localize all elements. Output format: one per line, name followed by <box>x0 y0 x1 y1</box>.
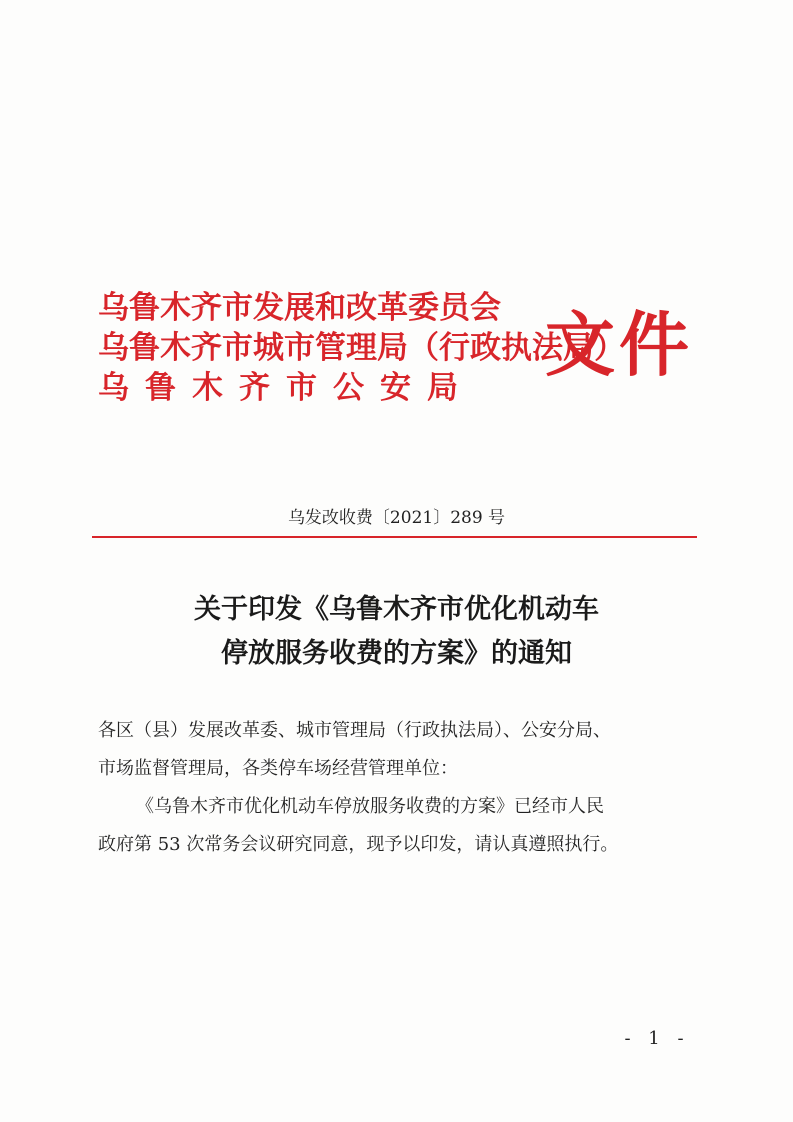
red-separator-line <box>92 536 697 538</box>
document-number: 乌发改收费〔2021〕289 号 <box>287 508 506 528</box>
body-paragraph-line-1: 《乌鲁木齐市优化机动车停放服务收费的方案》已经市人民 <box>136 796 604 817</box>
addressee-line-2: 市场监督管理局，各类停车场经营管理单位： <box>98 758 458 779</box>
notice-title <box>0 588 793 676</box>
notice-title-line-1: 关于印发《乌鲁木齐市优化机动车 <box>194 594 599 625</box>
notice-body <box>98 712 698 864</box>
file-word: 文件 <box>545 303 693 386</box>
addressee-line-1: 各区（县）发展改革委、城市管理局（行政执法局）、公安分局、 <box>98 720 611 741</box>
issuer-city-management-bureau: 乌鲁木齐市城市管理局（行政执法局） <box>98 330 625 366</box>
issuer-public-security-bureau: 乌鲁木齐市公安局 <box>98 370 474 406</box>
body-paragraph-line-2: 政府第 53 次常务会议研究同意，现予以印发，请认真遵照执行。 <box>98 834 619 855</box>
issuer-development-reform-commission: 乌鲁木齐市发展和改革委员会 <box>98 290 501 326</box>
notice-title-line-2: 停放服务收费的方案》的通知 <box>221 638 572 669</box>
page-number: - 1 - <box>624 1028 690 1049</box>
